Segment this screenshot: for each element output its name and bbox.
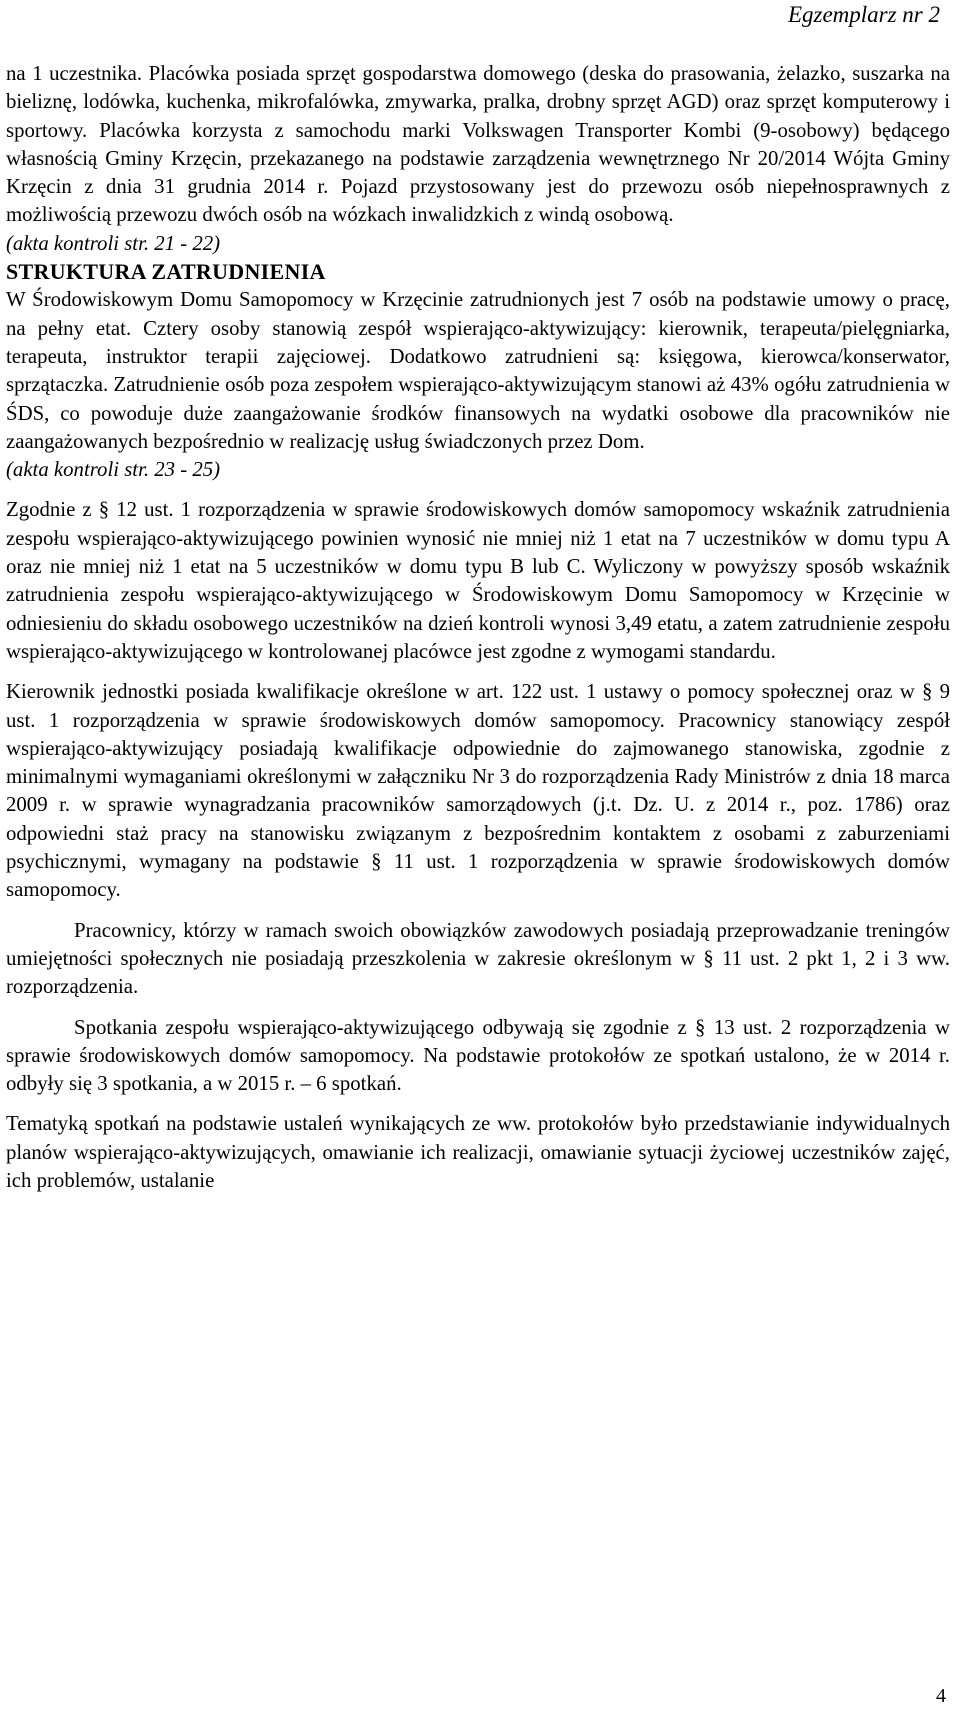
paragraph-qualifications: Kierownik jednostki posiada kwalifikacje określone w art. 122 ust. 1 ustawy o pomocy społecznej oraz w § 9 ust. 1 rozporządzenia w sprawie środowiskowych domów samopomocy. Pracownicy stanowiący zespół wspierająco-aktywizujący posiadają kwalifikacje odpowiednie do zajmowanego stanowiska, zgodnie z minimalnymi wymaganiami określonymi w załączniku Nr 3 do rozporządzenia Rady Ministrów z dnia 18 marca 2009 r. w sprawie wynagradzania pracowników samorządowych (j.t. Dz. U. z 2014 r., poz. 1786) oraz odpowiedni staż pracy na stanowisku związanym z bezpośrednim kontaktem z osobami z zaburzeniami psychicznymi, wymagany na podstawie § 11 ust. 1 rozporządzenia w sprawie środowiskowych domów samopomocy. bbox=[6, 680, 950, 902]
paragraph-staffing-ratio: Zgodnie z § 12 ust. 1 rozporządzenia w sprawie środowiskowych domów samopomocy wskaźnik zatrudnienia zespołu wspierająco-aktywizującego powinien wynosić nie mniej niż 1 etat na 7 uczestników w domu typu A oraz nie mniej niż 1 etat na 5 uczestników w domu typu B lub C. Wyliczony w powyższy sposób wskaźnik zatrudnienia zespołu wspierająco-aktywizującego w Środowiskowym Domu Samopomocy w Krzęcinie w odniesieniu do składu osobowego uczestników na dzień kontroli wynosi 3,49 etatu, a zatem zatrudnienie zespołu wspierająco-aktywizującego w kontrolowanej placówce jest zgodne z wymogami standardu. bbox=[6, 498, 950, 663]
reference-note: (akta kontroli str. 21 - 22) bbox=[6, 231, 221, 255]
paragraph-employment: W Środowiskowym Domu Samopomocy w Krzęcinie zatrudnionych jest 7 osób na podstawie umowy o pracę, na pełny etat. Cztery osoby stanowią zespół wspierająco-aktywizujący: kierownik, terapeuta/pielęgniarka, terapeuta, instruktor terapii zajęciowej. Dodatkowo zatrudnieni są: księgowa, kierowca/konserwator, sprzątaczka. Zatrudnienie osób poza zespołem wspierająco-aktywizującym stanowi aż 43% ogółu zatrudnienia w ŚDS, co powoduje duże zaangażowanie środków finansowych na wydatki osobowe dla pracowników nie zaangażowanych bezpośrednio w realizację usług świadczonych przez Dom. bbox=[6, 288, 950, 453]
paragraph-meeting-topics: Tematyką spotkań na podstawie ustaleń wynikających ze ww. protokołów było przedstawianie indywidualnych planów wspierająco-aktywizujących, omawianie ich realizacji, omawianie sytuacji życiowej uczestników zajęć, ich problemów, ustalanie bbox=[6, 1112, 950, 1192]
page-number: 4 bbox=[936, 1685, 946, 1707]
paragraph-equipment: na 1 uczestnika. Placówka posiada sprzęt gospodarstwa domowego (deska do prasowania, żelazko, suszarka na bieliznę, lodówka, kuchenka, mikrofalówka, zmywarka, pralka, drobny sprzęt AGD) oraz sprzęt komputerowy i sportowy. Placówka korzysta z samochodu marki Volkswagen Transporter Kombi (9-osobowy) będącego własnością Gminy Krzęcin, przekazanego na podstawie zarządzenia wewnętrznego Nr 20/2014 Wójta Gminy Krzęcin z dnia 31 grudnia 2014 r. Pojazd przystosowany jest do przewozu osób niepełnosprawnych z możliwością przewozu dwóch osób na wózkach inwalidzkich z windą osobową. bbox=[6, 62, 950, 227]
section-heading: STRUKTURA ZATRUDNIENIA bbox=[6, 259, 326, 285]
copy-number-label: Egzemplarz nr 2 bbox=[787, 2, 940, 27]
reference-note: (akta kontroli str. 23 - 25) bbox=[6, 458, 221, 482]
paragraph-training: Pracownicy, którzy w ramach swoich obowiązków zawodowych posiadają przeprowadzanie treningów umiejętności społecznych nie posiadają przeszkolenia w zakresie określonym w § 11 ust. 2 pkt 1, 2 i 3 ww. rozporządzenia. bbox=[6, 918, 950, 999]
paragraph-meetings: Spotkania zespołu wspierająco-aktywizującego odbywają się zgodnie z § 13 ust. 2 rozporządzenia w sprawie środowiskowych domów samopomocy. Na podstawie protokołów ze spotkań ustalono, że w 2014 r. odbyły się 3 spotkania, a w 2015 r. – 6 spotkań. bbox=[6, 1015, 950, 1096]
document-body bbox=[6, 60, 950, 1195]
